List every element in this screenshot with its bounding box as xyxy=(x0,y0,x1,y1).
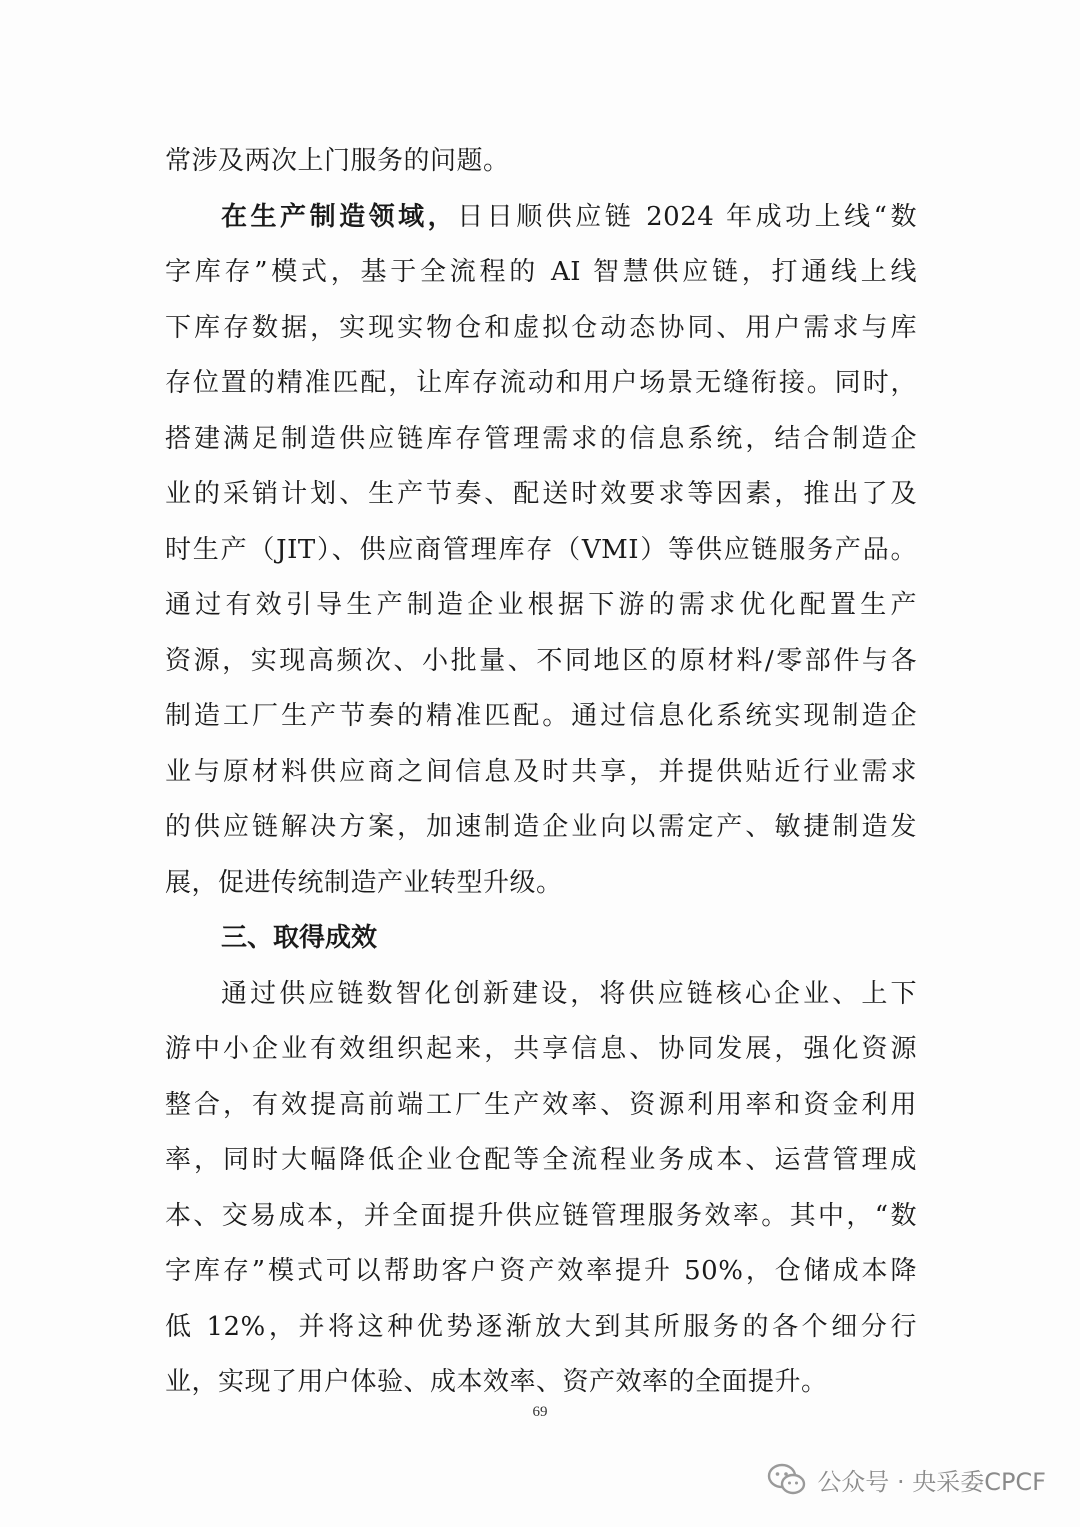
wechat-icon xyxy=(767,1463,807,1497)
bold-lead: 在生产制造领域， xyxy=(221,201,458,232)
paragraph-line: 率，同时大幅降低企业仓配等全流程业务成本、运营管理成 xyxy=(165,1145,917,1175)
paragraph-line: 展，促进传统制造产业转型升级。 xyxy=(165,867,563,898)
paragraph-line: 业，实现了用户体验、成本效率、资产效率的全面提升。 xyxy=(165,1367,828,1397)
paragraph-line: 资源，实现高频次、小批量、不同地区的原材料/零部件与各 xyxy=(165,645,917,676)
document-body xyxy=(165,134,917,1411)
watermark-text: 公众号 · 央采委CPCF xyxy=(817,1468,1046,1496)
paragraph-line: 搭建满足制造供应链库存管理需求的信息系统，结合制造企 xyxy=(165,423,917,454)
section-heading: 三、取得成效 xyxy=(221,923,378,953)
paragraph-line: 通过有效引导生产制造企业根据下游的需求优化配置生产 xyxy=(165,590,917,620)
paragraph-line: 制造工厂生产节奏的精准匹配。通过信息化系统实现制造企 xyxy=(165,701,917,731)
paragraph-line: 本、交易成本，并全面提升供应链管理服务效率。其中，“数 xyxy=(165,1200,917,1231)
paragraph-line: 字库存”模式，基于全流程的 AI 智慧供应链，打通线上线 xyxy=(165,257,917,287)
paragraph-line: 存位置的精准匹配，让库存流动和用户场景无缝衔接。同时， xyxy=(165,368,917,398)
paragraph-line xyxy=(165,190,917,246)
paragraph-line: 常涉及两次上门服务的问题。 xyxy=(165,146,510,176)
paragraph-line: 的供应链解决方案，加速制造企业向以需定产、敏捷制造发 xyxy=(165,812,917,842)
paragraph-line: 低 12%，并将这种优势逐渐放大到其所服务的各个细分行 xyxy=(165,1311,917,1342)
paragraph-line: 整合，有效提高前端工厂生产效率、资源利用率和资金利用 xyxy=(165,1089,917,1120)
paragraph-line: 业与原材料供应商之间信息及时共享，并提供贴近行业需求 xyxy=(165,756,917,787)
watermark xyxy=(767,1462,1046,1497)
paragraph-line: 字库存”模式可以帮助客户资产效率提升 50%，仓储成本降 xyxy=(165,1256,917,1286)
paragraph-line: 下库存数据，实现实物仓和虚拟仓动态协同、用户需求与库 xyxy=(165,312,917,343)
paragraph-line: 时生产（JIT）、供应商管理库存（VMI）等供应链服务产品。 xyxy=(165,534,917,565)
paragraph-line: 业的采销计划、生产节奏、配送时效要求等因素，推出了及 xyxy=(165,479,917,509)
page-number: 69 xyxy=(532,1404,548,1420)
paragraph-text: 日日顺供应链 2024 年成功上线“数 xyxy=(457,201,917,232)
paragraph-line: 通过供应链数智化创新建设，将供应链核心企业、上下 xyxy=(221,978,917,1009)
paragraph-line: 游中小企业有效组织起来，共享信息、协同发展，强化资源 xyxy=(165,1034,917,1064)
